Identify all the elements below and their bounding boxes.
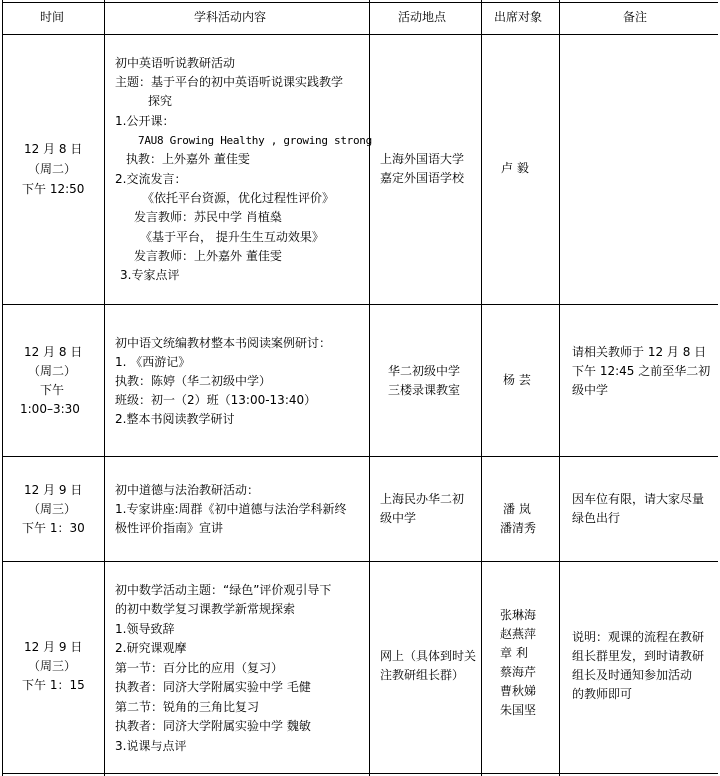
row1-content-line: 主题：基于平台的初中英语听说课实践教学 <box>115 75 344 89</box>
row1-content-line: 7AU8 Growing Healthy , growing strong <box>138 134 372 147</box>
row1-content-line: 发言教师：苏民中学 肖植燊 <box>134 210 282 224</box>
header-place: 活动地点 <box>398 10 447 24</box>
row1-time-date: 12 月 8 日 <box>24 142 83 156</box>
rule-row2-bottom <box>2 456 718 457</box>
rule-bottom <box>2 773 718 774</box>
rule-left <box>2 0 3 776</box>
rule-col3 <box>481 0 482 776</box>
row4-attendee: 蔡海芹 <box>500 665 537 679</box>
row2-time-afternoon: 下午 <box>40 383 65 397</box>
row1-place-line: 嘉定外国语学校 <box>380 171 465 185</box>
row1-content-line: 1.公开课： <box>115 114 175 128</box>
row2-note-line: 下午 12:45 之前至华二初 <box>572 364 711 378</box>
row1-content-line: 发言教师：上外嘉外 董佳雯 <box>134 249 282 263</box>
row2-time-clock: 1:00–3:30 <box>20 402 80 416</box>
row4-note-line: 说明：观课的流程在教研 <box>572 630 705 644</box>
row3-place-line: 上海民办华二初 <box>380 492 465 506</box>
row1-place-line: 上海外国语大学 <box>380 152 465 166</box>
row4-content-line: 1.领导致辞 <box>115 622 175 636</box>
row3-note-line: 绿色出行 <box>572 511 621 525</box>
row1-attendee: 卢 毅 <box>501 161 529 175</box>
row3-content-line: 1.专家讲座:周群《初中道德与法治学科新终 <box>115 502 347 516</box>
rule-top <box>2 2 718 3</box>
row4-content-line: 的初中数学复习课教学新常规探索 <box>115 602 296 616</box>
row4-attendee: 张琳海 <box>500 608 537 622</box>
rule-row1-bottom <box>2 304 718 305</box>
row4-attendee: 赵燕萍 <box>500 627 537 641</box>
row4-attendee: 曹秋娣 <box>500 684 537 698</box>
rule-header-bottom <box>2 34 718 35</box>
row4-note-line: 组长群里发，到时请教研 <box>572 649 705 663</box>
row2-place-line: 华二初级中学 <box>388 364 461 378</box>
row3-content-line: 极性评价指南》宣讲 <box>115 521 224 535</box>
row2-content-line: 班级：初一（2）班（13:00-13:40） <box>115 393 317 407</box>
header-attendee: 出席对象 <box>494 10 543 24</box>
header-time: 时间 <box>40 10 65 24</box>
row1-content-line: 《基于平台， 提升生生互动效果》 <box>140 230 324 244</box>
row3-attendee: 潘 岚 <box>503 502 531 516</box>
row2-note-line: 级中学 <box>572 383 609 397</box>
row3-note-line: 因车位有限，请大家尽量 <box>572 492 705 506</box>
row1-content-line: 2.交流发言： <box>115 172 187 186</box>
row4-content-line: 2.研究课观摩 <box>115 641 187 655</box>
row2-content-line: 2.整本书阅读教学研讨 <box>115 412 235 426</box>
rule-col2 <box>369 0 370 776</box>
row4-time-clock: 下午 1：15 <box>22 678 85 692</box>
row2-content-line: 初中语文统编教材整本书阅读案例研讨： <box>115 336 332 350</box>
row4-content-line: 执教者：同济大学附属实验中学 魏敏 <box>115 719 311 733</box>
header-content: 学科活动内容 <box>194 10 267 24</box>
row4-attendee: 朱国坚 <box>500 703 537 717</box>
row4-attendee: 章 利 <box>500 646 528 660</box>
header-note: 备注 <box>623 10 648 24</box>
row3-time-clock: 下午 1：30 <box>22 521 85 535</box>
row1-content-line: 执教：上外嘉外 董佳雯 <box>126 152 250 166</box>
rule-col4 <box>559 0 560 776</box>
row1-time-clock: 下午 12:50 <box>22 182 85 196</box>
rule-row3-bottom <box>2 561 718 562</box>
row2-content-line: 执教：陈婷（华二初级中学） <box>115 374 272 388</box>
row3-place-line: 级中学 <box>380 511 417 525</box>
rule-col1 <box>104 0 105 776</box>
row4-time-weekday: （周三） <box>28 659 77 673</box>
row1-content-line: 《依托平台资源，优化过程性评价》 <box>142 191 335 205</box>
row4-content-line: 初中数学活动主题：“绿色”评价观引导下 <box>115 583 332 597</box>
row2-time-date: 12 月 8 日 <box>24 345 83 359</box>
row3-time-date: 12 月 9 日 <box>24 483 83 497</box>
row3-content-line: 初中道德与法治教研活动： <box>115 483 260 497</box>
row2-attendee: 杨 芸 <box>503 373 531 387</box>
row2-note-line: 请相关教师于 12 月 8 日 <box>572 345 707 359</box>
row4-place-line: 网上（具体到时关 <box>380 649 477 663</box>
row4-place-line: 注教研组长群） <box>380 668 465 682</box>
row4-note-line: 的教师即可 <box>572 687 633 701</box>
row4-note-line: 组长及时通知参加活动 <box>572 668 693 682</box>
row4-content-line: 第二节：锐角的三角比复习 <box>115 700 260 714</box>
row1-time-weekday: （周二） <box>28 162 77 176</box>
row3-time-weekday: （周三） <box>28 502 77 516</box>
row1-content-line: 初中英语听说教研活动 <box>115 56 236 70</box>
row1-content-line: 探究 <box>148 94 173 108</box>
row2-time-weekday: （周二） <box>28 364 77 378</box>
row4-content-line: 第一节：百分比的应用（复习） <box>115 661 284 675</box>
row4-content-line: 执教者：同济大学附属实验中学 毛健 <box>115 680 311 694</box>
row4-content-line: 3.说课与点评 <box>115 739 187 753</box>
row2-place-line: 三楼录课教室 <box>388 383 461 397</box>
row1-content-line: 3.专家点评 <box>120 268 180 282</box>
row2-content-line: 1. 《西游记》 <box>115 355 191 369</box>
row3-attendee: 潘清秀 <box>500 521 537 535</box>
row4-time-date: 12 月 9 日 <box>24 640 83 654</box>
